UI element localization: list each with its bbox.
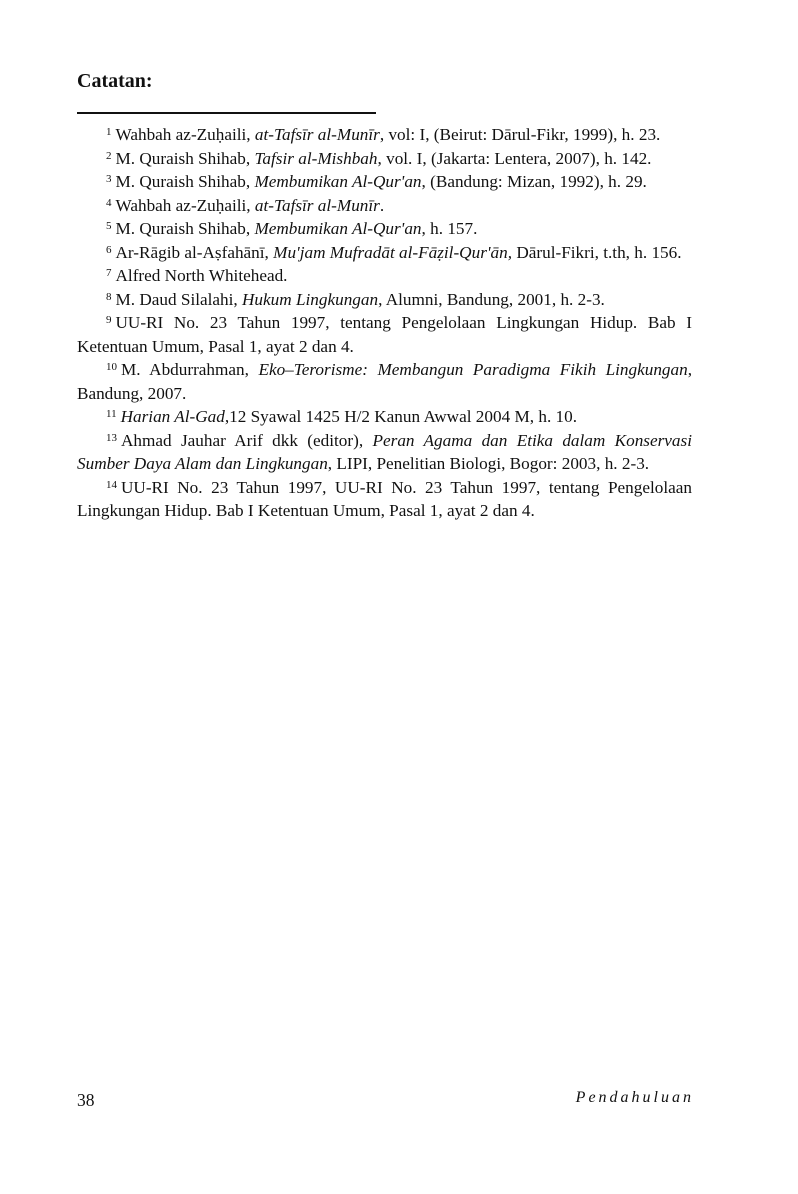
footnote-text: M. Abdurrahman, [121, 360, 259, 379]
footnote-title: Harian Al-Gad [120, 407, 225, 426]
page-number: 38 [77, 1090, 95, 1110]
footnote-text: UU-RI No. 23 Tahun 1997, UU-RI No. 23 Tahun 1997, tentang Pengelolaan Lingkungan Hidup. Bab I Ketentuan Umum, Pasal 1, ayat 2 dan 4. [77, 477, 692, 520]
footnote [77, 311, 692, 358]
footnote-number: 13 [106, 431, 117, 444]
footnote-number: 14 [106, 478, 117, 491]
footnote [77, 429, 692, 476]
footnote-text: M. Daud Silalahi, [115, 289, 243, 309]
footnote-text: Dārul-Fikri, t.th, h. 156. [512, 242, 682, 262]
footnote-title: Membumikan Al-Qur'an [254, 219, 422, 238]
footnote-text: , h. 157. [421, 219, 478, 238]
footnote-text: , LIPI, Penelitian Biologi, Bogor: 2003, h. 2-3. [327, 454, 650, 473]
footnote-title: Hukum Lingkungan [242, 289, 379, 309]
footnote [77, 405, 692, 429]
footnote [77, 170, 692, 194]
footnote-number: 5 [106, 220, 112, 232]
footnote-number: 4 [106, 196, 112, 209]
footnote-title: Mu'jam Mufradāt al-Fāẓil-Qur'ān, [273, 242, 513, 262]
footnote-text: , vol. I, (Jakarta: Lentera, 2007), h. 142. [377, 148, 652, 168]
footnote-text: Ahmad Jauhar Arif dkk (editor), [121, 430, 373, 450]
footnote-text: . [379, 195, 385, 215]
footnote-list [77, 123, 692, 523]
footnote-text: , Alumni, Bandung, 2001, h. 2-3. [378, 289, 605, 309]
footnote [77, 358, 692, 405]
notes-heading: Catatan: [77, 70, 153, 92]
footnote-text: M. Quraish Shihab, [115, 219, 255, 238]
footnote-text: Wahbah az-Zuḥaili, [115, 195, 255, 215]
footnote-title: Eko–Terorisme: Membangun Paradigma Fikih Lingkungan [258, 360, 688, 379]
footnote-title: at-Tafsīr al-Munīr [254, 125, 380, 144]
footnote-title: at-Tafsīr al-Munīr [254, 195, 380, 215]
footnote-number: 1 [106, 126, 112, 138]
footnote-title: Peran Agama dan Etika dalam Konservasi Sumber Daya Alam dan Lingkungan [77, 430, 692, 473]
footnote [77, 217, 692, 241]
footnote-number: 3 [106, 173, 112, 185]
footnote-text: Wahbah az-Zuḥaili, [115, 125, 255, 144]
footnote-number: 11 [106, 408, 117, 420]
footnote [77, 241, 692, 265]
footnote-separator [77, 112, 376, 114]
footnote-number: 2 [106, 149, 112, 162]
footnote [77, 264, 692, 288]
footnote [77, 123, 692, 147]
footnote [77, 147, 692, 171]
footnote-text: , (Bandung: Mizan, 1992), h. 29. [421, 172, 647, 191]
footnote-number: 10 [106, 361, 117, 373]
footnote-text: , Bandung, 2007. [77, 360, 693, 403]
footnote [77, 194, 692, 218]
footnote-text: UU-RI No. 23 Tahun 1997, tentang Pengelolaan Lingkungan Hidup. Bab I Ketentuan Umum, Pasal 1, ayat 2 dan 4. [77, 313, 692, 356]
footnote-number: 6 [106, 243, 112, 256]
footnote-text: M. Quraish Shihab, [115, 148, 255, 168]
footnote [77, 476, 692, 523]
footnote-number: 8 [106, 290, 112, 303]
running-title: Pendahuluan [575, 1089, 694, 1106]
footnote-text: M. Quraish Shihab, [115, 172, 255, 191]
footnote-text: Ar-Rāgib al-Aṣfahānī, [115, 242, 274, 262]
footnote-text: ,12 Syawal 1425 H/2 Kanun Awwal 2004 M, h. 10. [224, 407, 578, 426]
footnote-number: 7 [106, 267, 112, 279]
footnote [77, 288, 692, 312]
footnote-title: Membumikan Al-Qur'an [254, 172, 422, 191]
footnote-text: Alfred North Whitehead. [115, 266, 288, 285]
footnote-number: 9 [106, 314, 112, 326]
footnote-text: , vol: I, (Beirut: Dārul-Fikr, 1999), h. 23. [379, 125, 661, 144]
footnote-title: Tafsir al-Mishbah [254, 148, 378, 168]
